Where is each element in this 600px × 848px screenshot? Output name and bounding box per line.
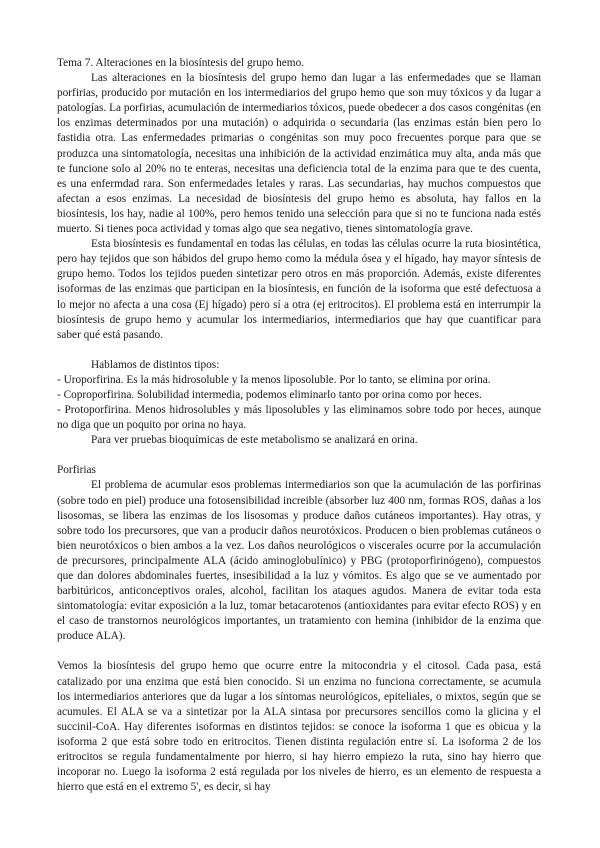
paragraph-tipos-heading: Hablamos de distintos tipos: — [91, 358, 220, 371]
list-item-uroporfirina: - Uroporfirina. Es la más hidrosoluble y la menos liposoluble. Por lo tanto, se elimina por orina. — [57, 373, 491, 386]
spacer — [57, 448, 541, 463]
paragraph-biosintesis-tejidos: Esta biosíntesis es fundamental en todas las células, en todas las células ocurre la ruta biosintética, pero hay tejidos que son hábidos del grupo hemo como la médula ósea y el hígado, hay mayor síntesis de grupo hemo. Todos los tejidos pueden sintetizar pero otros en más proporción. Además, existe diferentes isoformas de las enzimas que participan en la biosíntesis, en función de la isoforma que esté defectuosa a lo mejor no afecta a una cosa (Ej hígado) pero sí a otra (ej eritrocitos). El problema está en interrumpir la biosíntesis de grupo hemo y acumular los intermediarios, intermediarios que hay que cuantificar para saber qué está pasando. — [57, 238, 541, 341]
spacer — [57, 644, 541, 659]
paragraph-mitocondria-citosol: Vemos la biosíntesis del grupo hemo que ocurre entre la mitocondria y el citosol. Cada pasa, está catalizado por una enzima que está bien conocido. Si un enzima no funciona correctamente, se acumula los intermediarios anteriores que da lugar a los síntomas neurológicos, epiteliales, o mixtos, según que se acumules. El ALA se va a sintetizar por la ALA sintasa por precursores sencillos como la glicina y el succinil-CoA. Hay diferentes isoformas en distintos tejidos: se conoce la isoforma 1 que es obicua y la isoforma 2 que está sobre todo en eritrocitos. Tienen distinta regulación entre sí. La isoforma 2 de los eritrocitos se regula fundamentalmente por hierro, si hay hierro empiezo la ruta, sino hay hierro que incoporar no. Luego la isoforma 2 está regulada por los niveles de hierro, es un elemento de respuesta a hierro que está en el extremo 5', es decir, si hay — [57, 660, 541, 794]
spacer — [57, 343, 541, 358]
list-item-protoporfirina: - Protoporfirina. Menos hidrosolubles y más liposolubles y las eliminamos sobre todo por heces, aunque no diga que un poquito por orina no haya. — [57, 404, 541, 432]
list-item-coproporfirina: - Coproporfirina. Solubilidad intermedia, podemos eliminarlo tanto por orina como por heces. — [57, 388, 482, 401]
section-heading-porfirias: Porfirias — [57, 464, 96, 477]
paragraph-porfirias-intro: Las alteraciones en la biosíntesis del grupo hemo dan lugar a las enfermedades que se llaman porfirias, producido por mutación en los intermediarios del grupo hemo que son muy tóxicos y da lugar a patologías. La porfirias, acumulación de intermediarios tóxicos, puede obedecer a dos casos congénitas (en los enzimas determinados por una mutación) o adquirida o secundaria (las enzimas están bien pero lo fastidia otra. Las enfermedades primarias o congénitas son muy poco frecuentes porque para que se produzca una sintomatología, necesitas una inhibición de la actividad enzimática muy alta, anda más que te funcione solo al 20% no te enteras, necesitas una deficiencia total de la enzima para que te des cuenta, es una enfermdad rara. Son enfermedades letales y raras. Las secundarias, hay muchos compuestos que afectan a esos enzimas. La necesidad de biosíntesis del grupo hemo es absoluta, hay fallos en la biosíntesis, los hay, nadie al 100%, pero hemos tenido una selección para que si no te funciona nada estés muerto. Si tienes poca actividad y tomas algo que sea negativo, tienes sintomatología grave. — [57, 72, 541, 236]
document-page — [57, 56, 541, 795]
document-title: Tema 7. Alteraciones en la biosíntesis del grupo hemo. — [57, 57, 305, 69]
paragraph-acumulacion: El problema de acumular esos problemas intermediarios son que la acumulación de las porfirinas (sobre todo en piel) produce una fotosensibilidad increible (absorber luz 400 nm, formas ROS, dañas a los lisosomas, se libera las enzimas de los lisosomas y produce daños cutáneos importantes). Hay otras, y sobre todo los precursores, que van a producir daños neurotóxicos. Producen o bien problemas cutáneos o bien neurotóxicos o bien ambos a la vez. Los daños neurológicos o viscerales ocurre por la accumulación de precursores, principalmente ALA (ácido aminoglobulínico) y PBG (protoporfirinógeno), compuestos que dan dolores abdominales fuertes, insesibilidad a la luz y vómitos. Es algo que se ve aumentado por barbitúricos, anticonceptivos orales, alcohol, facilitan los ataques agudos. Manera de evitar toda esta sintomatología: evitar exposición a la luz, tomar betacarotenos (antioxidantes para evitar efecto ROS) y en el caso de transtornos neurológicos importantes, un tratamiento con hemina (inhibidor de la enzima que produce ALA). — [57, 479, 541, 643]
paragraph-pruebas-orina: Para ver pruebas bioquímicas de este metabolismo se analizará en orina. — [91, 434, 418, 447]
